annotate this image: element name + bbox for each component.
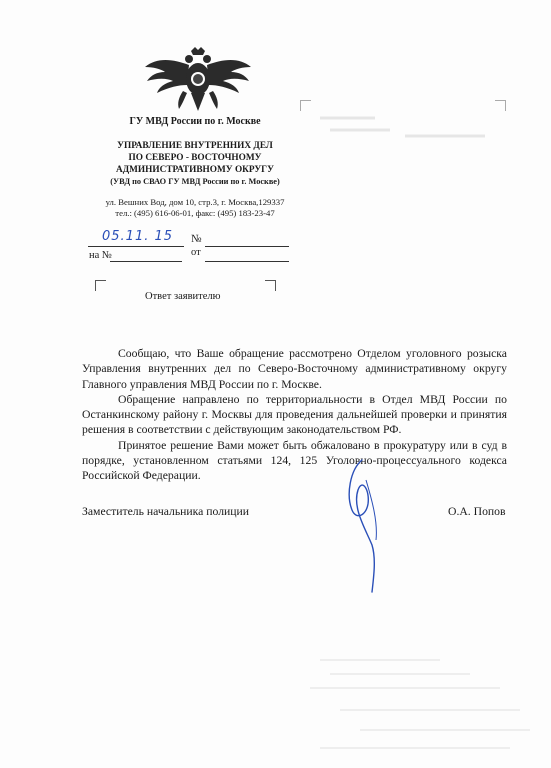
signatory-title: Заместитель начальника полиции xyxy=(82,505,250,518)
department-line-1: УПРАВЛЕНИЕ ВНУТРЕННИХ ДЕЛ xyxy=(117,141,273,151)
department-short-name: (УВД по СВАО ГУ МВД России по г. Москве) xyxy=(110,177,280,186)
handwritten-date: 05.11. 15 xyxy=(102,229,174,244)
organization-name: ГУ МВД России по г. Москве xyxy=(129,116,261,127)
eagle-emblem-icon xyxy=(143,45,253,115)
faint-addressee-stamp xyxy=(295,96,505,156)
signatory-name: О.А. Попов xyxy=(448,505,506,518)
reference-date-label: от xyxy=(191,247,201,258)
reference-number-label: на № xyxy=(89,250,112,261)
address-block xyxy=(100,197,290,219)
handwritten-signature xyxy=(322,450,412,600)
reference-number-underline xyxy=(110,261,182,262)
date-underline xyxy=(88,246,184,247)
reference-date-underline xyxy=(205,261,289,262)
number-sign: № xyxy=(191,233,202,245)
reply-label: Ответ заявителю xyxy=(145,291,221,302)
bracket-top-left xyxy=(95,280,106,291)
number-underline xyxy=(205,246,289,247)
letter-body xyxy=(82,346,507,484)
department-line-2: ПО СЕВЕРО - ВОСТОЧНОМУ xyxy=(128,153,262,163)
body-paragraph-3: Принятое решение Вами может быть обжаловано в прокуратуру или в суд в порядке, установленном статьями 124, 125 Уголовно-процессуального кодекса Российской Федерации. xyxy=(82,438,507,483)
bracket-top-right xyxy=(265,280,276,291)
body-paragraph-1: Сообщаю, что Ваше обращение рассмотрено Отделом уголовного розыска Управления внутренних дел по Северо-Восточному административному округу Главного управления МВД России по г. Москве. xyxy=(82,347,507,391)
department-line-3: АДМИНИСТРАТИВНОМУ ОКРУГУ xyxy=(116,165,274,175)
body-paragraph-2: Обращение направлено по территориальности в Отдел МВД России по Останкинскому району г. Москвы для проведения дальнейшей проверки и принятия решения в соответствии с действующим законодательством РФ. xyxy=(82,392,507,437)
faint-bleed-through xyxy=(300,640,540,760)
address-line: ул. Вешних Вод, дом 10, стр.3, г. Москва,129337 xyxy=(105,197,285,207)
department-block xyxy=(92,140,298,188)
phone-fax-line: тел.: (495) 616-06-01, факс: (495) 183-23-47 xyxy=(115,208,275,218)
